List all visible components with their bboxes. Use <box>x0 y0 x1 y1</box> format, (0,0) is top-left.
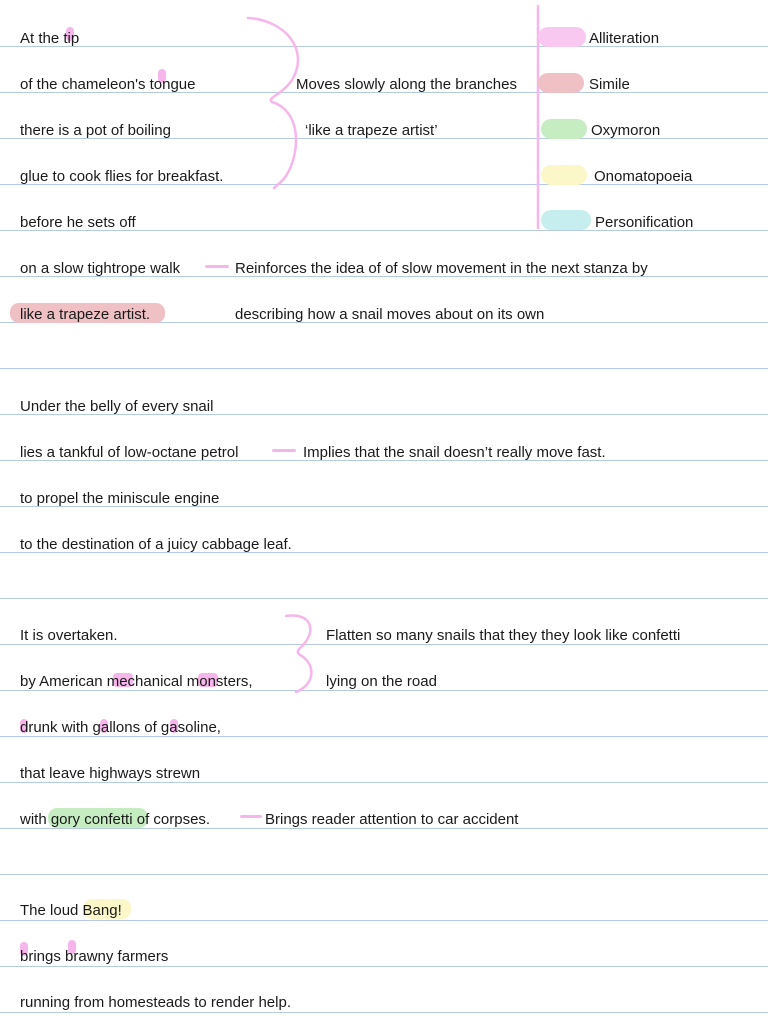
annotation-note: lying on the road <box>326 673 437 690</box>
poem-line: on a slow tightrope walk <box>20 260 181 277</box>
oxymoron-swatch <box>541 119 587 139</box>
annotation-note: Flatten so many snails that they they look like confetti <box>326 627 681 644</box>
poem-line: to propel the miniscule engine <box>20 490 220 507</box>
poem-line: of the chameleon's tongue <box>20 76 196 93</box>
annotation-note: Moves slowly along the branches <box>296 76 517 93</box>
onomatopoeia-word: Bang! <box>82 902 122 919</box>
poem-line <box>20 811 210 829</box>
poem-line: that leave highways strewn <box>20 765 201 782</box>
poem-text: with <box>20 811 51 828</box>
legend-label-simile: Simile <box>589 76 630 93</box>
poem-text: of corpses. <box>132 811 211 828</box>
poem-line: glue to cook flies for breakfast. <box>20 168 224 185</box>
poem-line: lies a tankful of low-octane petrol <box>20 444 239 461</box>
poem-line: drunk with gallons of gasoline, <box>20 719 221 736</box>
simile-swatch <box>538 73 584 93</box>
poem-line: At the tip <box>20 30 80 47</box>
poem-line: It is overtaken. <box>20 627 118 644</box>
legend-label-personification: Personification <box>595 214 694 231</box>
poem-text: The loud <box>20 902 83 919</box>
poem-line: there is a pot of boiling <box>20 122 171 139</box>
poem-line: by American mechanical monsters, <box>20 673 253 690</box>
alliteration-swatch <box>538 27 586 47</box>
annotation-note: ‘like a trapeze artist’ <box>305 122 438 139</box>
poem-line: to the destination of a juicy cabbage leaf. <box>20 536 292 553</box>
personification-swatch <box>541 210 591 230</box>
onomatopoeia-swatch <box>541 165 587 185</box>
poem-line: before he sets off <box>20 214 136 231</box>
annotation-note: Implies that the snail doesn’t really move fast. <box>303 444 606 461</box>
poem-line <box>20 902 122 920</box>
poem-line: like a trapeze artist. <box>20 306 151 323</box>
legend-label-oxymoron: Oxymoron <box>591 122 661 139</box>
poem-line: running from homesteads to render help. <box>20 994 291 1011</box>
legend-label-alliteration: Alliteration <box>589 30 660 47</box>
annotation-note: Reinforces the idea of of slow movement in the next stanza by <box>235 260 648 277</box>
oxymoron-phrase: gory confetti <box>50 811 133 828</box>
poem-line: brings brawny farmers <box>20 948 169 965</box>
annotation-note: Brings reader attention to car accident <box>265 811 519 828</box>
annotation-note: describing how a snail moves about on its own <box>235 306 545 323</box>
legend-label-onomatopoeia: Onomatopoeia <box>594 168 693 185</box>
poem-line: Under the belly of every snail <box>20 398 214 415</box>
